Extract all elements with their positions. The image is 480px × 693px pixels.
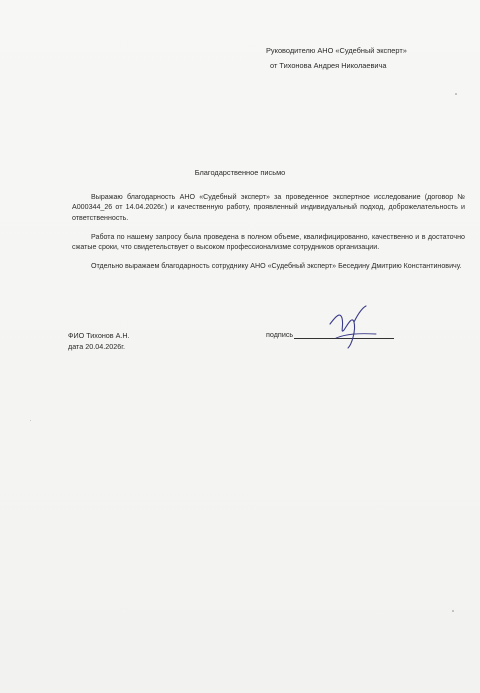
sender-block xyxy=(68,330,130,352)
letter-title: Благодарственное письмо xyxy=(194,168,286,177)
paragraph-3: Отдельно выражаем благодарность сотруднику АНО «Судебный эксперт» Беседину Дмитрию Константиновичу. xyxy=(91,262,462,271)
letter-body xyxy=(72,192,465,280)
addressee-block xyxy=(266,43,407,73)
scan-speck xyxy=(455,93,457,95)
signature-label: подпись xyxy=(266,330,294,339)
sender-date: дата 20.04.2026г. xyxy=(68,342,125,351)
handwritten-signature xyxy=(318,304,388,350)
paragraph-2: Работа по нашему запросу была проведена в полном объеме, квалифицированно, качественно и в достаточно сжатые сроки, что свидетельствует о высоком профессионализме сотрудников организации. xyxy=(72,232,465,252)
scan-speck xyxy=(30,420,31,421)
addressee-line-1: Руководителю АНО «Судебный эксперт» xyxy=(266,46,407,55)
paragraph-1: Выражаю благодарность АНО «Судебный эксперт» за проведенное экспертное исследование (договор № А000344_26 от 14.04.2026г.) и качественную работу, проявленный индивидуальный подход, доброжелательность и ответственность. xyxy=(72,193,465,222)
sender-name: ФИО Тихонов А.Н. xyxy=(68,331,130,340)
addressee-line-2: от Тихонова Андрея Николаевича xyxy=(270,61,387,70)
scan-speck xyxy=(452,610,454,612)
